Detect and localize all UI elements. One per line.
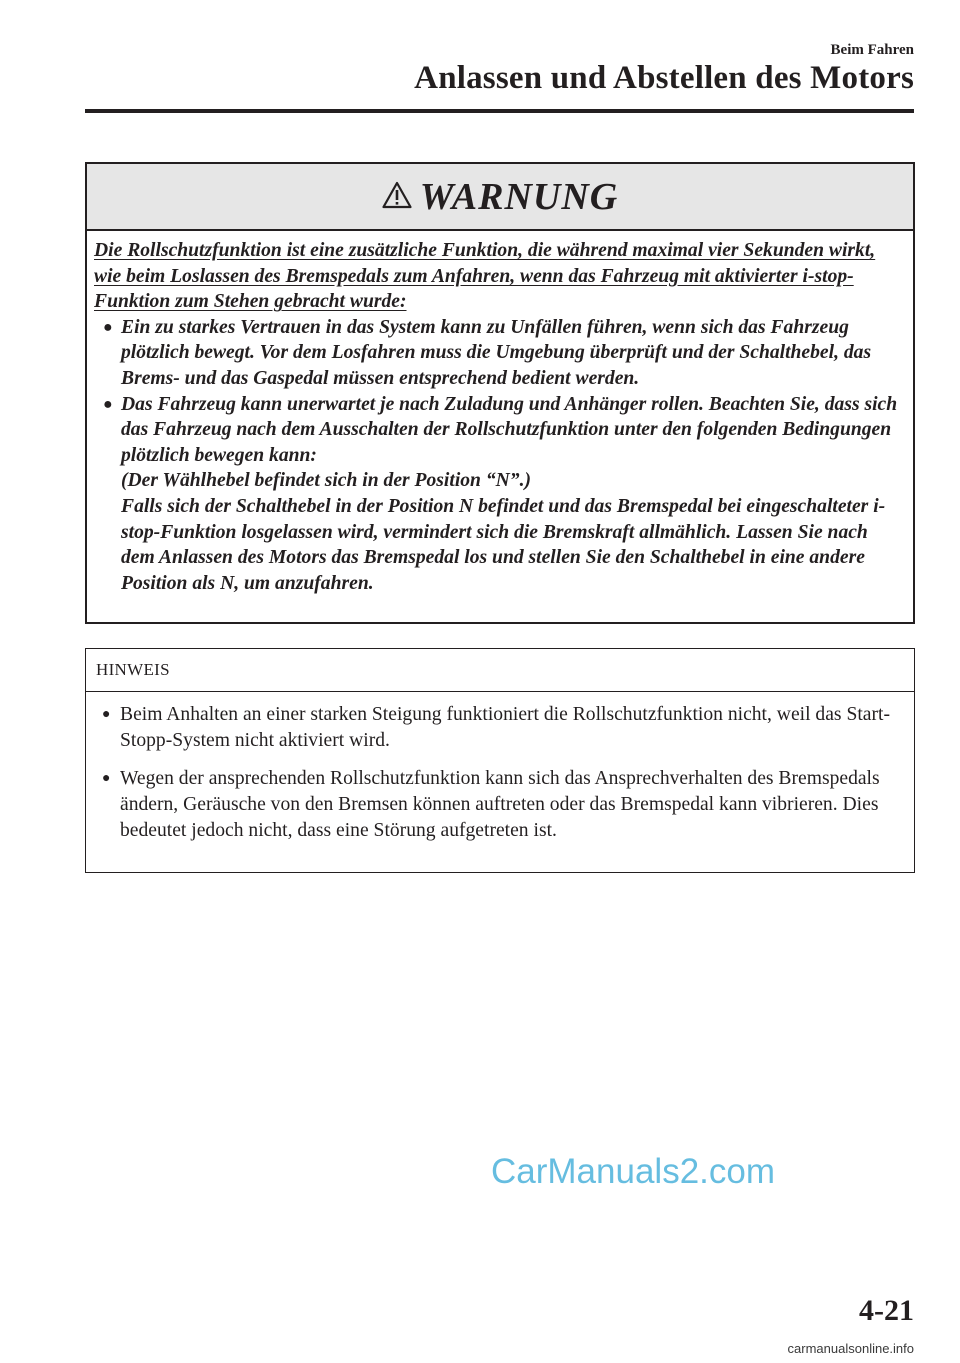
bullet: ● xyxy=(102,771,111,786)
warning-intro: Die Rollschutzfunktion ist eine zusätzliche Funktion, die während maximal vier Sekunden wirkt, wie beim Loslassen des Bremspedals zum Anfahren, wenn das Fahrzeug mit aktivierter i-stop-Funktion zum Stehen gebracht wurde: xyxy=(94,240,876,313)
warning-item-detail: Falls sich der Schalthebel in der Position N befindet und das Bremspedal bei eingeschalteter i-stop-Funktion losgelassen wird, vermindert sich die Bremskraft allmählich. Lassen Sie nach dem Anlassen des Motors das Bremspedal los und stellen Sie den Schalthebel in eine andere Position als N, um anzufahren. xyxy=(121,495,886,594)
bullet: ● xyxy=(102,707,111,722)
note-item-text: Beim Anhalten an einer starken Steigung funktioniert die Rollschutzfunktion nicht, weil das Start-Stopp-System nicht aktiviert wird. xyxy=(120,704,890,751)
warning-item xyxy=(94,315,901,392)
note-item xyxy=(93,702,900,754)
note-box xyxy=(85,648,915,873)
note-body xyxy=(86,692,914,844)
warning-list xyxy=(94,315,901,597)
warning-title: WARNUNG xyxy=(419,175,619,218)
warning-item-condition: (Der Wählhebel befindet sich in der Position “N”.) xyxy=(121,470,532,492)
footer-site: carmanualsonline.info xyxy=(787,1341,914,1356)
warning-item-text: Ein zu starkes Vertrauen in das System kann zu Unfällen führen, wenn sich das Fahrzeug plötzlich bewegt. Vor dem Losfahren muss die Umgebung überprüft und der Schalthebel, das Brems- und das Gaspedal müssen entsprechend bedient werden. xyxy=(121,316,872,389)
warning-triangle-icon xyxy=(382,181,412,209)
warning-item-text: Das Fahrzeug kann unerwartet je nach Zuladung und Anhänger rollen. Beachten Sie, dass sich das Fahrzeug nach dem Ausschalten der Rollschutzfunktion unter den folgenden Bedingungen plötzlich bewegen kann: xyxy=(121,393,898,466)
header-rule xyxy=(85,109,914,113)
bullet: ● xyxy=(103,318,113,336)
bullet: ● xyxy=(103,395,113,413)
warning-body xyxy=(87,231,913,596)
watermark-logo: CarManuals2.com xyxy=(491,1152,775,1191)
note-list xyxy=(93,702,900,844)
note-title: HINWEIS xyxy=(86,649,914,692)
section-label: Beim Fahren xyxy=(830,42,914,58)
warning-item xyxy=(94,392,901,597)
page-title: Anlassen und Abstellen des Motors xyxy=(414,60,914,96)
note-item xyxy=(93,766,900,844)
warning-header xyxy=(87,164,913,231)
page-number: 4-21 xyxy=(859,1294,914,1327)
note-item-text: Wegen der ansprechenden Rollschutzfunktion kann sich das Ansprechverhalten des Bremspedals ändern, Geräusche von den Bremsen können auftreten oder das Bremspedal kann vibrieren. Dies bedeutet jedoch nicht, dass eine Störung aufgetreten ist. xyxy=(120,768,880,841)
warning-box xyxy=(85,162,915,624)
